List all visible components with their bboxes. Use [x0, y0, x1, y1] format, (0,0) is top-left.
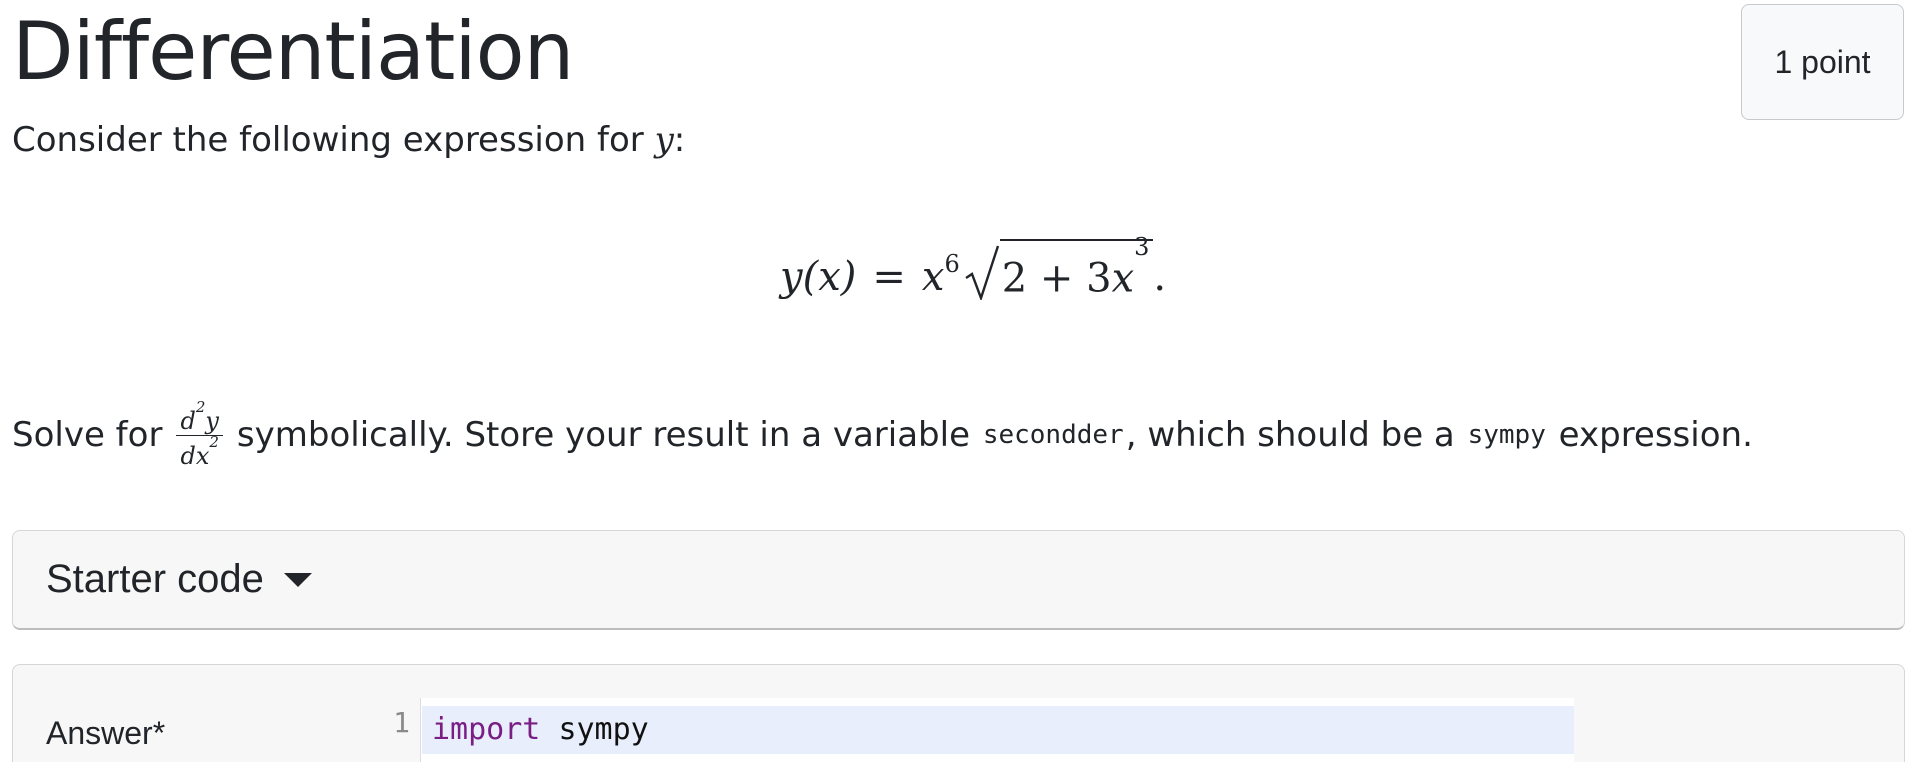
denominator-exponent: 2 [209, 432, 219, 451]
equation-lhs: y(x) [780, 254, 857, 300]
equation-exponent: 6 [944, 250, 960, 278]
equation-base: x [921, 254, 945, 300]
code-editor[interactable] [361, 698, 1574, 762]
variable-name-code: secondder [982, 420, 1124, 450]
equation-equals: = [872, 254, 906, 300]
intro-colon: : [673, 120, 686, 160]
instruction-paragraph [12, 395, 1753, 475]
radicand-variable: x [1111, 255, 1135, 301]
code-keyword: import [432, 712, 541, 747]
library-name-code: sympy [1467, 420, 1546, 450]
instruction-middle2: , which should be a [1125, 415, 1455, 455]
equation-period: . [1153, 254, 1167, 300]
code-line-active[interactable] [422, 706, 1574, 754]
points-badge: 1 point [1741, 4, 1904, 120]
instruction-middle: symbolically. Store your result in a variable [236, 415, 970, 455]
numerator-variable: y [205, 406, 219, 435]
numerator-exponent: 2 [195, 397, 206, 416]
instruction-prefix: Solve for [12, 415, 163, 455]
radical-sign-icon [964, 244, 1000, 300]
square-root [964, 232, 1154, 301]
numerator-d: d [180, 406, 196, 435]
denominator-dx: dx [180, 441, 210, 470]
radicand [1000, 232, 1154, 301]
code-identifier: sympy [558, 712, 649, 747]
fraction-numerator [176, 397, 222, 435]
line-number-gutter [361, 698, 421, 762]
intro-paragraph [12, 115, 685, 165]
intro-text: Consider the following expression for [12, 120, 655, 160]
starter-code-label: Starter code [46, 557, 264, 601]
second-derivative-fraction [176, 397, 222, 470]
intro-variable: y [654, 120, 674, 160]
starter-code-toggle[interactable] [12, 530, 1905, 630]
radicand-terms: 2 + 3 [1001, 255, 1112, 301]
line-number: 1 [393, 706, 410, 739]
fraction-denominator [180, 432, 219, 470]
caret-down-icon [284, 573, 312, 587]
display-equation [780, 230, 1166, 300]
answer-panel [12, 664, 1905, 762]
instruction-suffix: expression. [1558, 415, 1753, 455]
page-title: Differentiation [12, 5, 574, 98]
answer-label: Answer* [46, 715, 166, 751]
radicand-exponent: 3 [1134, 232, 1150, 261]
